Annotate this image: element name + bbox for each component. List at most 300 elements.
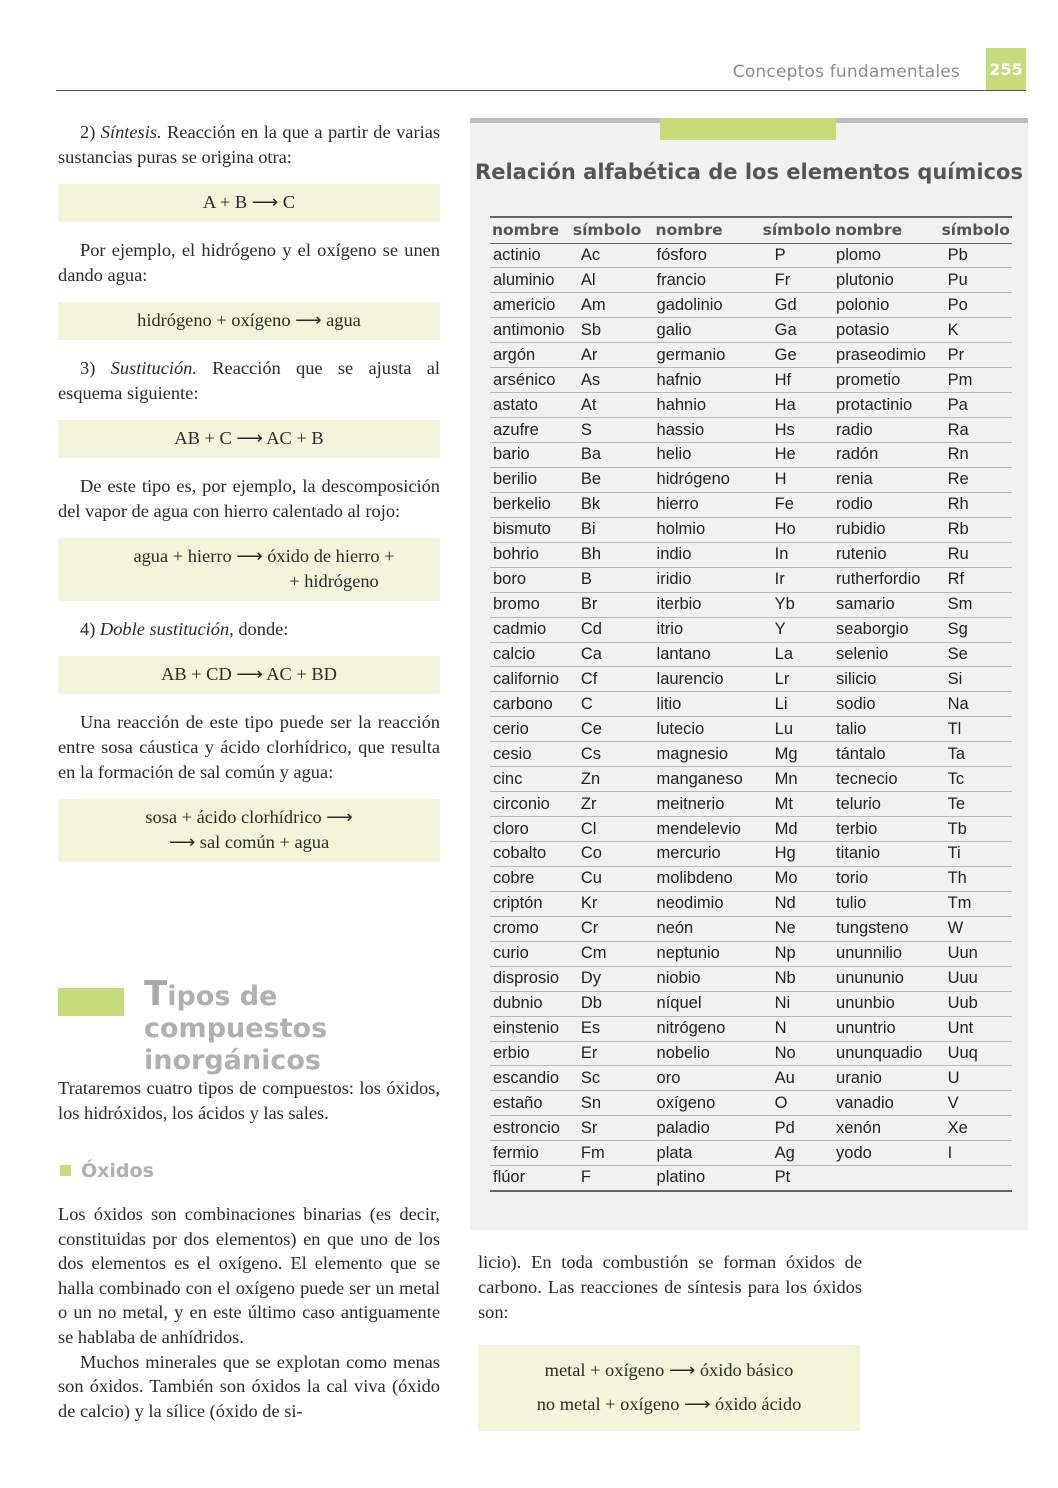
equation-double-substitution: AB + CD ⟶ AC + BD [58, 656, 440, 694]
element-symbol-cell: Mg [761, 742, 833, 767]
table-row [490, 767, 1012, 792]
paragraph-double-substitution: 4) Doble sustitución, donde: [80, 619, 289, 639]
element-name-cell: iterbio [654, 592, 761, 617]
element-name-cell: calcio [490, 642, 571, 667]
element-name-cell: carbono [490, 692, 571, 717]
element-symbol-cell: Unt [940, 1016, 1012, 1041]
element-symbol-cell: Sn [571, 1091, 654, 1116]
table-row [490, 1041, 1012, 1066]
element-symbol-cell: Gd [761, 293, 833, 318]
table-row [490, 842, 1012, 867]
element-name-cell: aluminio [490, 268, 571, 293]
table-row [490, 393, 1012, 418]
equation-soda: sosa + ácido clorhídrico ⟶ ⟶ sal común + agua [58, 799, 440, 862]
element-name-cell: ununquadio [833, 1041, 940, 1066]
elements-table [490, 216, 1012, 1192]
element-symbol-cell: Ir [761, 567, 833, 592]
element-name-cell: plomo [833, 243, 940, 268]
element-name-cell: selenio [833, 642, 940, 667]
element-symbol-cell: Rn [940, 443, 1012, 468]
table-row [490, 517, 1012, 542]
element-name-cell: niobio [654, 966, 761, 991]
element-symbol-cell: Ta [940, 742, 1012, 767]
element-symbol-cell: Ra [940, 418, 1012, 443]
element-symbol-cell: Tm [940, 891, 1012, 916]
element-name-cell: rodio [833, 492, 940, 517]
element-name-cell: estaño [490, 1091, 571, 1116]
element-symbol-cell: Xe [940, 1116, 1012, 1141]
right-column-bottom [478, 1250, 862, 1431]
element-name-cell: plutonio [833, 268, 940, 293]
column-header: símbolo [571, 217, 654, 243]
element-symbol-cell [940, 1166, 1012, 1191]
element-name-cell: tulio [833, 891, 940, 916]
element-symbol-cell: U [940, 1066, 1012, 1091]
element-name-cell: bohrio [490, 542, 571, 567]
element-name-cell: telurio [833, 792, 940, 817]
equation-oxides [478, 1345, 860, 1431]
element-symbol-cell: Cu [571, 866, 654, 891]
element-name-cell: praseodimio [833, 343, 940, 368]
table-row [490, 916, 1012, 941]
element-name-cell: torio [833, 866, 940, 891]
element-name-cell: plata [654, 1141, 761, 1166]
element-name-cell: cinc [490, 767, 571, 792]
element-name-cell: cesio [490, 742, 571, 767]
element-symbol-cell: Th [940, 866, 1012, 891]
element-symbol-cell: Tl [940, 717, 1012, 742]
element-name-cell: lutecio [654, 717, 761, 742]
page-header [56, 48, 1026, 92]
element-symbol-cell: Li [761, 692, 833, 717]
element-symbol-cell: As [571, 368, 654, 393]
element-name-cell: molibdeno [654, 866, 761, 891]
element-name-cell: nobelio [654, 1041, 761, 1066]
element-name-cell: iridio [654, 567, 761, 592]
table-row [490, 268, 1012, 293]
element-symbol-cell: Ar [571, 343, 654, 368]
element-name-cell: californio [490, 667, 571, 692]
element-symbol-cell: Ca [571, 642, 654, 667]
table-title: Relación alfabética de los elementos químicos [475, 160, 1023, 184]
element-name-cell: paladio [654, 1116, 761, 1141]
paragraph-substitution: 3) Sustitución. Reacción que se ajusta al esquema siguiente: [58, 358, 440, 403]
element-symbol-cell: Hs [761, 418, 833, 443]
element-symbol-cell: V [940, 1091, 1012, 1116]
element-symbol-cell: Br [571, 592, 654, 617]
table-row [490, 667, 1012, 692]
element-name-cell: gadolinio [654, 293, 761, 318]
element-symbol-cell: C [571, 692, 654, 717]
element-name-cell: flúor [490, 1166, 571, 1191]
table-row [490, 692, 1012, 717]
element-symbol-cell: Uub [940, 991, 1012, 1016]
element-symbol-cell: Tc [940, 767, 1012, 792]
element-symbol-cell: I [940, 1141, 1012, 1166]
element-symbol-cell: Pu [940, 268, 1012, 293]
element-name-cell: berkelio [490, 492, 571, 517]
element-name-cell: hierro [654, 492, 761, 517]
paragraph-iron-example: De este tipo es, por ejemplo, la descomposición del vapor de agua con hierro calentado al rojo: [58, 476, 440, 521]
element-name-cell: itrio [654, 617, 761, 642]
element-name-cell: polonio [833, 293, 940, 318]
element-symbol-cell: Ac [571, 243, 654, 268]
element-name-cell: titanio [833, 842, 940, 867]
element-name-cell: cloro [490, 817, 571, 842]
column-header: nombre [654, 217, 761, 243]
subheading-oxides: Óxidos [60, 1160, 154, 1182]
table-row [490, 817, 1012, 842]
element-name-cell: astato [490, 393, 571, 418]
element-symbol-cell: Rf [940, 567, 1012, 592]
element-symbol-cell: Sg [940, 617, 1012, 642]
table-row [490, 1116, 1012, 1141]
element-name-cell: platino [654, 1166, 761, 1191]
element-name-cell: rutenio [833, 542, 940, 567]
element-name-cell: neptunio [654, 941, 761, 966]
table-row [490, 592, 1012, 617]
element-name-cell: helio [654, 443, 761, 468]
elements-table-box [470, 118, 1028, 1230]
element-symbol-cell: Ge [761, 343, 833, 368]
element-symbol-cell: Cd [571, 617, 654, 642]
element-name-cell: laurencio [654, 667, 761, 692]
element-symbol-cell: Re [940, 467, 1012, 492]
element-name-cell: actinio [490, 243, 571, 268]
element-name-cell: mendelevio [654, 817, 761, 842]
element-name-cell: potasio [833, 318, 940, 343]
element-symbol-cell: Au [761, 1066, 833, 1091]
element-name-cell: rutherfordio [833, 567, 940, 592]
table-row [490, 1016, 1012, 1041]
table-row [490, 792, 1012, 817]
element-name-cell: argón [490, 343, 571, 368]
element-symbol-cell: Ha [761, 393, 833, 418]
element-symbol-cell: Fe [761, 492, 833, 517]
element-symbol-cell: Dy [571, 966, 654, 991]
element-symbol-cell: Te [940, 792, 1012, 817]
element-symbol-cell: Si [940, 667, 1012, 692]
table-row [490, 368, 1012, 393]
element-symbol-cell: Er [571, 1041, 654, 1066]
element-name-cell: curio [490, 941, 571, 966]
element-symbol-cell: Ne [761, 916, 833, 941]
table-row [490, 1141, 1012, 1166]
table-row [490, 617, 1012, 642]
element-name-cell: erbio [490, 1041, 571, 1066]
element-symbol-cell: Co [571, 842, 654, 867]
element-name-cell: holmio [654, 517, 761, 542]
element-symbol-cell: Am [571, 293, 654, 318]
table-box-accent [660, 118, 836, 140]
table-row [490, 642, 1012, 667]
element-symbol-cell: Ho [761, 517, 833, 542]
element-name-cell: prometio [833, 368, 940, 393]
element-symbol-cell: Se [940, 642, 1012, 667]
element-name-cell: hassio [654, 418, 761, 443]
element-symbol-cell: Y [761, 617, 833, 642]
element-symbol-cell: Lu [761, 717, 833, 742]
element-name-cell: berilio [490, 467, 571, 492]
element-symbol-cell: Na [940, 692, 1012, 717]
element-name-cell: ununbio [833, 991, 940, 1016]
element-symbol-cell: Ti [940, 842, 1012, 867]
element-symbol-cell: Uuq [940, 1041, 1012, 1066]
element-symbol-cell: Fr [761, 268, 833, 293]
element-name-cell: níquel [654, 991, 761, 1016]
element-symbol-cell: Sr [571, 1116, 654, 1141]
bullet-square-icon [60, 1165, 71, 1176]
element-name-cell: cromo [490, 916, 571, 941]
element-symbol-cell: Hg [761, 842, 833, 867]
element-symbol-cell: Ag [761, 1141, 833, 1166]
element-name-cell: mercurio [654, 842, 761, 867]
element-name-cell: escandio [490, 1066, 571, 1091]
element-symbol-cell: La [761, 642, 833, 667]
element-symbol-cell: He [761, 443, 833, 468]
element-symbol-cell: Bi [571, 517, 654, 542]
element-name-cell: circonio [490, 792, 571, 817]
element-symbol-cell: W [940, 916, 1012, 941]
element-name-cell: oro [654, 1066, 761, 1091]
column-header: símbolo [761, 217, 833, 243]
element-name-cell: cadmio [490, 617, 571, 642]
paragraph-synthesis: 2) Síntesis. Reacción en la que a partir de varias sustancias puras se origina otra: [58, 122, 441, 167]
element-name-cell: criptón [490, 891, 571, 916]
table-row [490, 418, 1012, 443]
element-symbol-cell: B [571, 567, 654, 592]
table-row [490, 891, 1012, 916]
header-rule [56, 90, 1026, 91]
element-symbol-cell: Nd [761, 891, 833, 916]
element-symbol-cell: Cr [571, 916, 654, 941]
section-heading [58, 974, 440, 1076]
equation-basic-oxide: metal + oxígeno ⟶ óxido básico [544, 1360, 794, 1380]
element-name-cell: litio [654, 692, 761, 717]
element-name-cell: magnesio [654, 742, 761, 767]
element-symbol-cell: Fm [571, 1141, 654, 1166]
element-name-cell: germanio [654, 343, 761, 368]
page-number: 255 [986, 48, 1026, 90]
element-name-cell: talio [833, 717, 940, 742]
element-name-cell: cobalto [490, 842, 571, 867]
column-header: nombre [833, 217, 940, 243]
element-name-cell: lantano [654, 642, 761, 667]
equation-water: hidrógeno + oxígeno ⟶ agua [58, 302, 440, 340]
element-name-cell: indio [654, 542, 761, 567]
section-title: Tipos de compuestos inorgánicos [144, 974, 328, 1076]
element-name-cell: fermio [490, 1141, 571, 1166]
element-name-cell: americio [490, 293, 571, 318]
element-name-cell: disprosio [490, 966, 571, 991]
running-head: Conceptos fundamentales [732, 62, 960, 82]
element-symbol-cell: Np [761, 941, 833, 966]
element-name-cell: xenón [833, 1116, 940, 1141]
element-symbol-cell: Sb [571, 318, 654, 343]
element-symbol-cell: Mn [761, 767, 833, 792]
element-name-cell: ununnilio [833, 941, 940, 966]
table-row [490, 492, 1012, 517]
element-symbol-cell: Cf [571, 667, 654, 692]
element-symbol-cell: Cs [571, 742, 654, 767]
element-name-cell: hahnio [654, 393, 761, 418]
element-symbol-cell: Zr [571, 792, 654, 817]
element-symbol-cell: Ce [571, 717, 654, 742]
paragraph-hydrogen-example: Por ejemplo, el hidrógeno y el oxígeno se unen dando agua: [58, 240, 440, 285]
table-row [490, 941, 1012, 966]
element-symbol-cell: Yb [761, 592, 833, 617]
element-name-cell: tántalo [833, 742, 940, 767]
table-header-row [490, 217, 1012, 243]
element-symbol-cell: Md [761, 817, 833, 842]
element-name-cell: antimonio [490, 318, 571, 343]
element-symbol-cell: F [571, 1166, 654, 1191]
element-symbol-cell: Pd [761, 1116, 833, 1141]
element-name-cell: boro [490, 567, 571, 592]
table-row [490, 443, 1012, 468]
element-name-cell: galio [654, 318, 761, 343]
element-name-cell: oxígeno [654, 1091, 761, 1116]
element-name-cell: ununtrio [833, 1016, 940, 1041]
element-name-cell: neodimio [654, 891, 761, 916]
paragraph-oxides-definition: Los óxidos son combinaciones binarias (es decir, constituidas por dos elementos) en que uno de los dos elementos es el oxígeno. El elemento que se halla combinado con el oxígeno puede ser un metal o un no metal, y en este último caso antiguamente se hablaba de anhídridos. [58, 1204, 440, 1347]
element-name-cell: samario [833, 592, 940, 617]
element-name-cell: einstenio [490, 1016, 571, 1041]
element-symbol-cell: At [571, 393, 654, 418]
element-symbol-cell: Pb [940, 243, 1012, 268]
element-symbol-cell: Rh [940, 492, 1012, 517]
element-symbol-cell: Ni [761, 991, 833, 1016]
section-intro [58, 1076, 440, 1126]
table-row [490, 318, 1012, 343]
table-row [490, 742, 1012, 767]
element-name-cell: rubidio [833, 517, 940, 542]
element-name-cell: radio [833, 418, 940, 443]
table-row [490, 991, 1012, 1016]
equation-iron: agua + hierro ⟶ óxido de hierro + + hidrógeno [58, 538, 440, 601]
equation-acid-oxide: no metal + oxígeno ⟶ óxido ácido [536, 1394, 802, 1414]
equation-synthesis: A + B ⟶ C [58, 184, 440, 222]
element-symbol-cell: Bk [571, 492, 654, 517]
element-symbol-cell: Ru [940, 542, 1012, 567]
element-symbol-cell: P [761, 243, 833, 268]
element-symbol-cell: Bh [571, 542, 654, 567]
element-name-cell: yodo [833, 1141, 940, 1166]
element-name-cell: fósforo [654, 243, 761, 268]
paragraph-soda-example: Una reacción de este tipo puede ser la reacción entre sosa cáustica y ácido clorhídrico, que resulta en la formación de sal común y agua: [58, 712, 440, 782]
table-row [490, 343, 1012, 368]
element-symbol-cell: Cl [571, 817, 654, 842]
element-name-cell: estroncio [490, 1116, 571, 1141]
table-row [490, 293, 1012, 318]
element-symbol-cell: Mo [761, 866, 833, 891]
element-name-cell: cobre [490, 866, 571, 891]
element-name-cell: seaborgio [833, 617, 940, 642]
element-symbol-cell: K [940, 318, 1012, 343]
table-row [490, 542, 1012, 567]
element-symbol-cell: Zn [571, 767, 654, 792]
element-name-cell: protactinio [833, 393, 940, 418]
element-name-cell: vanadio [833, 1091, 940, 1116]
element-name-cell: bario [490, 443, 571, 468]
element-symbol-cell: In [761, 542, 833, 567]
element-name-cell: meitnerio [654, 792, 761, 817]
element-name-cell: cerio [490, 717, 571, 742]
paragraph-minerals: Muchos minerales que se explotan como menas son óxidos. También son óxidos la cal viva (óxido de calcio) y la sílice (óxido de si- [58, 1351, 440, 1421]
table-row [490, 717, 1012, 742]
element-name-cell: hidrógeno [654, 467, 761, 492]
table-row [490, 866, 1012, 891]
element-name-cell: renia [833, 467, 940, 492]
element-symbol-cell: Kr [571, 891, 654, 916]
table-row [490, 966, 1012, 991]
element-name-cell: tecnecio [833, 767, 940, 792]
element-symbol-cell: Cm [571, 941, 654, 966]
element-name-cell: dubnio [490, 991, 571, 1016]
element-symbol-cell: Sc [571, 1066, 654, 1091]
element-symbol-cell: N [761, 1016, 833, 1041]
element-name-cell: arsénico [490, 368, 571, 393]
element-symbol-cell: No [761, 1041, 833, 1066]
element-symbol-cell: Pm [940, 368, 1012, 393]
element-name-cell: azufre [490, 418, 571, 443]
element-symbol-cell: Mt [761, 792, 833, 817]
table-row [490, 1166, 1012, 1191]
element-symbol-cell: Po [940, 293, 1012, 318]
table-row [490, 467, 1012, 492]
element-symbol-cell: Rb [940, 517, 1012, 542]
table-row [490, 1066, 1012, 1091]
element-name-cell: manganeso [654, 767, 761, 792]
element-symbol-cell: Uun [940, 941, 1012, 966]
element-name-cell: sodio [833, 692, 940, 717]
element-symbol-cell: Be [571, 467, 654, 492]
element-symbol-cell: Ba [571, 443, 654, 468]
paragraph-combustion: licio). En toda combustión se forman óxidos de carbono. Las reacciones de síntesis para los óxidos son: [478, 1252, 862, 1322]
column-header: símbolo [940, 217, 1012, 243]
element-symbol-cell: Pa [940, 393, 1012, 418]
element-name-cell: francio [654, 268, 761, 293]
table-row [490, 567, 1012, 592]
column-header: nombre [490, 217, 571, 243]
element-name-cell: tungsteno [833, 916, 940, 941]
element-symbol-cell: Pt [761, 1166, 833, 1191]
element-name-cell: bromo [490, 592, 571, 617]
element-name-cell: radón [833, 443, 940, 468]
element-name-cell: bismuto [490, 517, 571, 542]
element-symbol-cell: Uuu [940, 966, 1012, 991]
left-column [58, 120, 440, 878]
element-name-cell: hafnio [654, 368, 761, 393]
element-symbol-cell: Pr [940, 343, 1012, 368]
equation-substitution: AB + C ⟶ AC + B [58, 420, 440, 458]
element-symbol-cell: Tb [940, 817, 1012, 842]
element-symbol-cell: Db [571, 991, 654, 1016]
element-symbol-cell: S [571, 418, 654, 443]
element-symbol-cell: O [761, 1091, 833, 1116]
element-symbol-cell: Lr [761, 667, 833, 692]
element-symbol-cell: Sm [940, 592, 1012, 617]
element-symbol-cell: Al [571, 268, 654, 293]
element-name-cell [833, 1166, 940, 1191]
element-symbol-cell: Hf [761, 368, 833, 393]
element-name-cell: uranio [833, 1066, 940, 1091]
table-row [490, 1091, 1012, 1116]
element-name-cell: terbio [833, 817, 940, 842]
element-symbol-cell: H [761, 467, 833, 492]
paragraph-intro: Trataremos cuatro tipos de compuestos: los óxidos, los hidróxidos, los ácidos y las sales. [58, 1078, 440, 1123]
element-symbol-cell: Nb [761, 966, 833, 991]
